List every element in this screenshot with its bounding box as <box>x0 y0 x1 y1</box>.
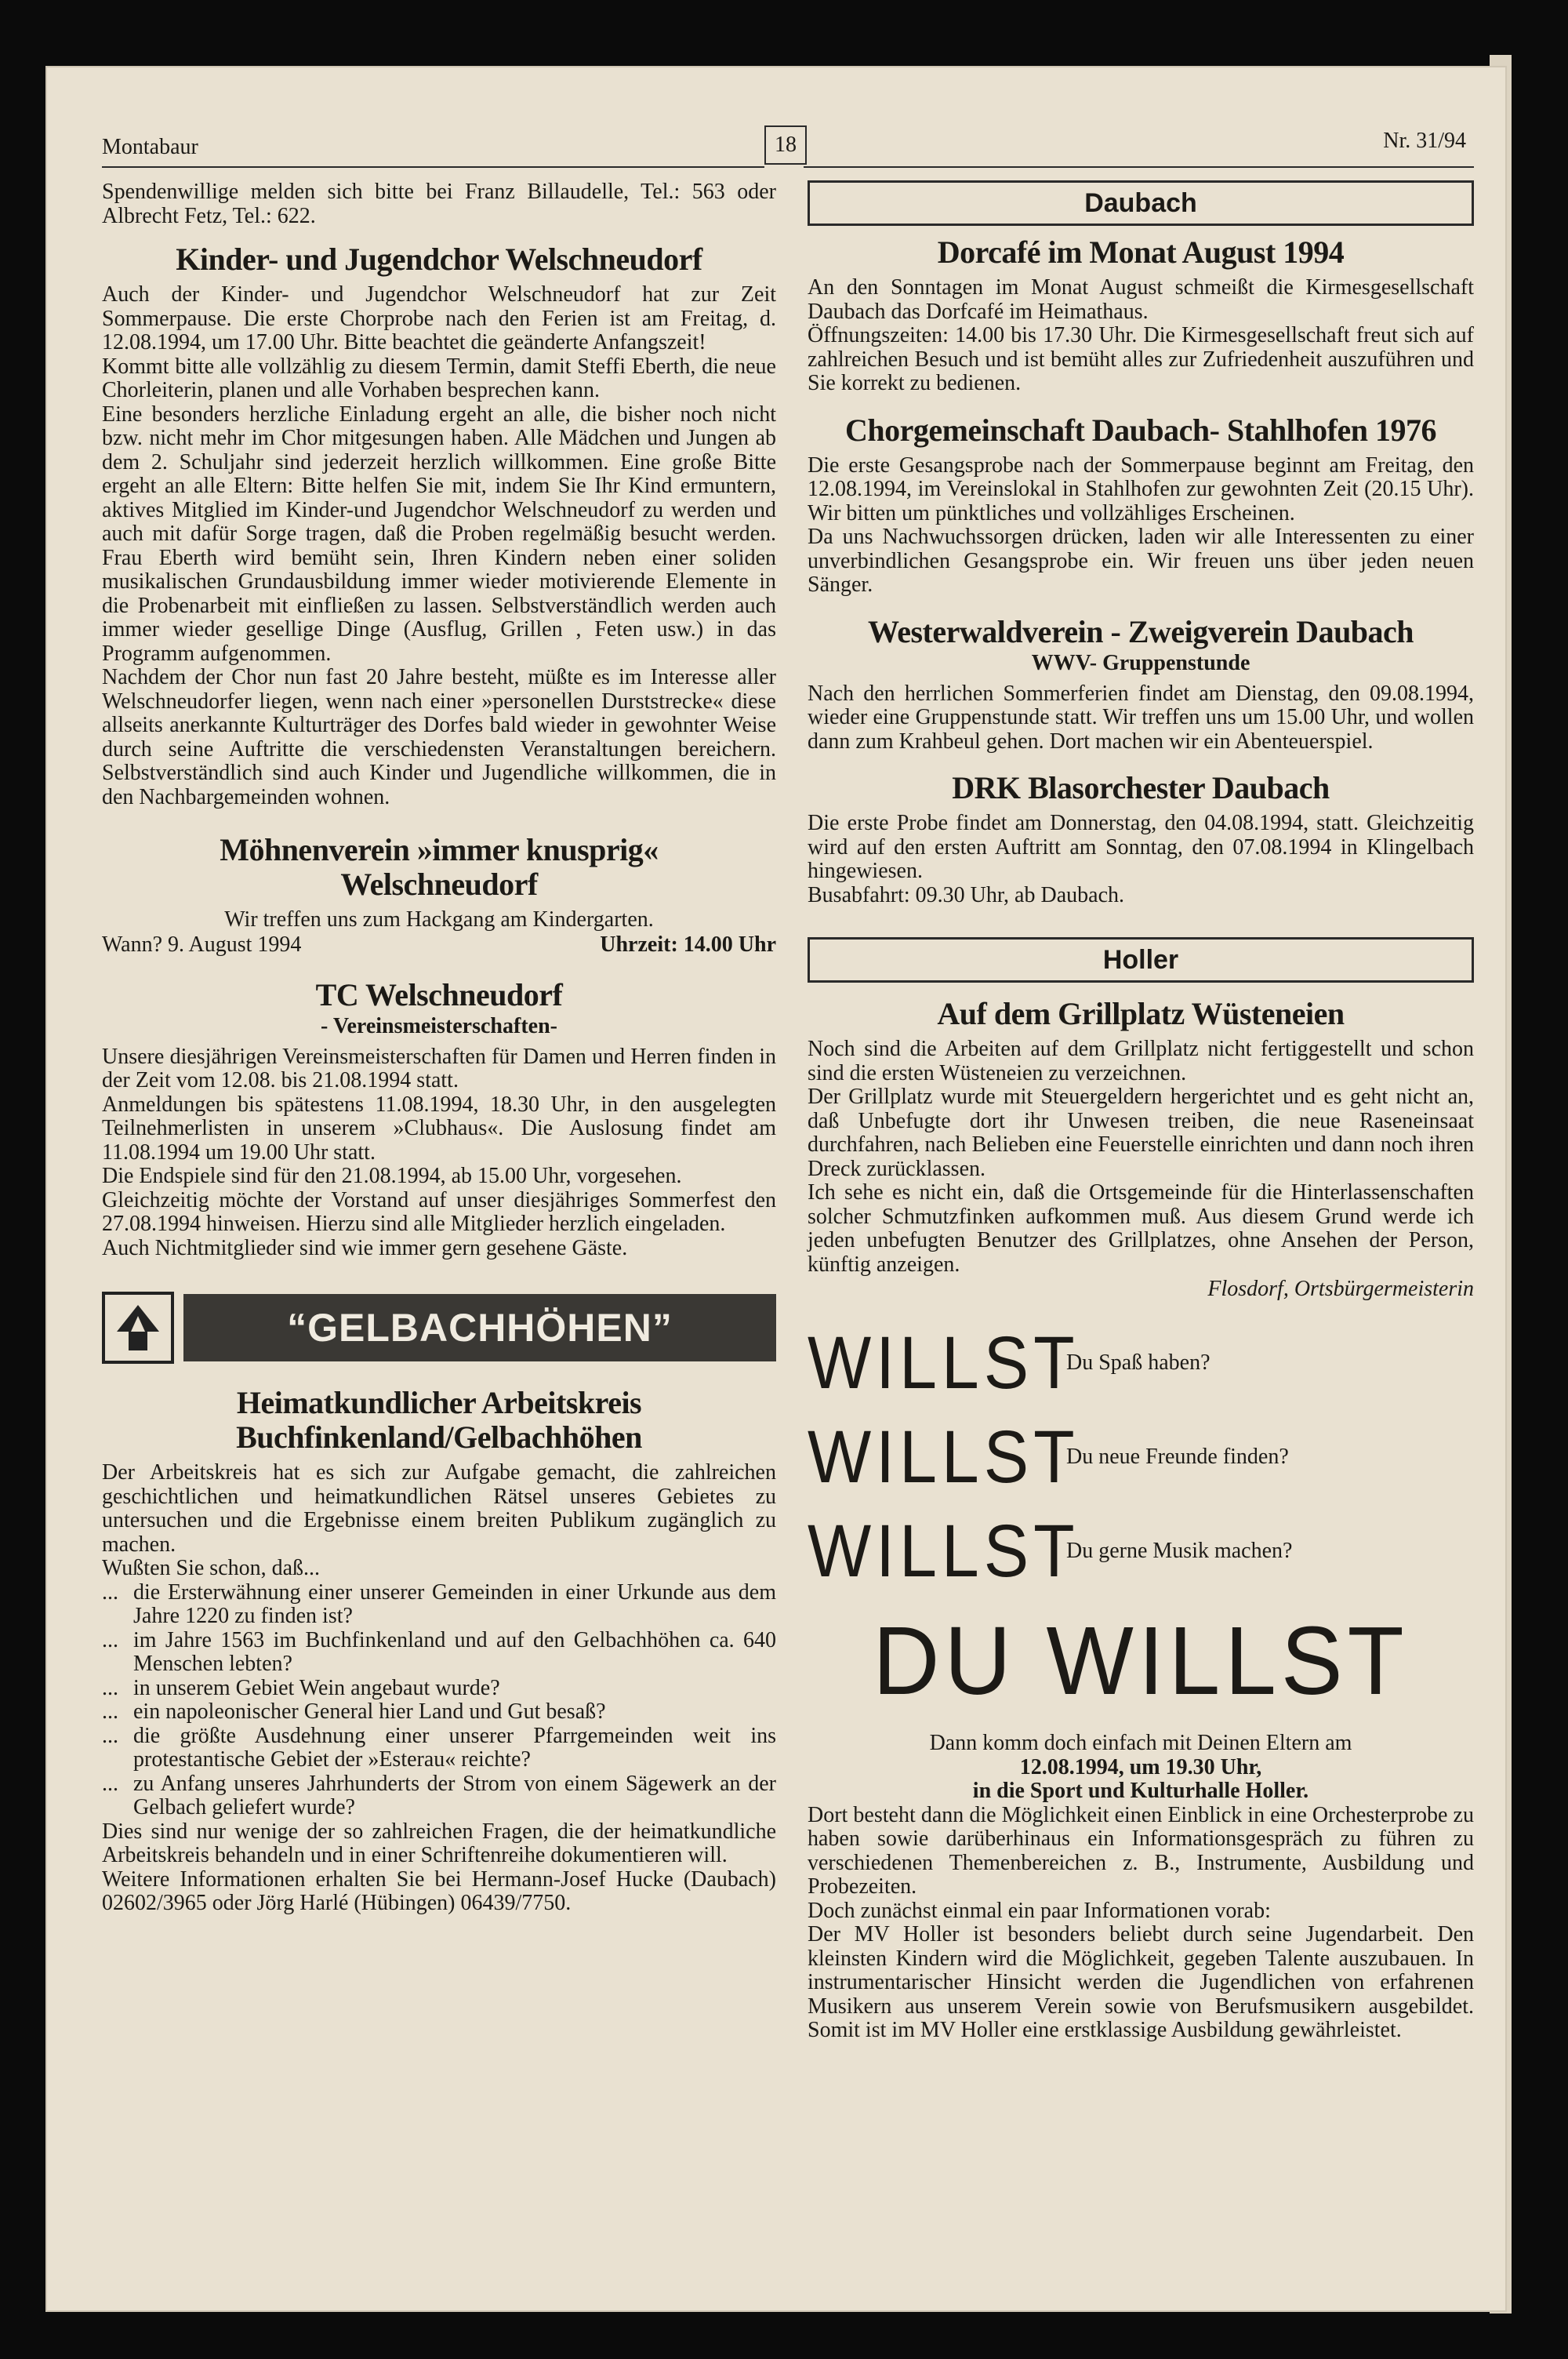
tc-p1: Unsere diesjährigen Vereinsmeisterschaften für Damen und Herren finden in der Zeit vom 12.08. bis 21.08.1994 statt. <box>102 1044 776 1092</box>
heimat-question-list <box>102 1581 776 1820</box>
article-title-moehnen-2: Welschneudorf <box>340 867 538 902</box>
gelbachhoehen-title: “GELBACHHÖHEN” <box>183 1294 776 1361</box>
list-item: ... in unserem Gebiet Wein angebaut wurde? <box>102 1677 776 1701</box>
article-title-chor: Kinder- und Jugendchor Welschneudorf <box>176 242 702 277</box>
grill-p2: Der Grillplatz wurde mit Steuergeldern hergerichtet und es geht nicht an, daß Unbefugte dort ihr Unwesen treiben, die neue Raseneinsaat durchfahren, nach Belieben eine Feuerstelle einrichten und dann noch ihren Dreck zurücklassen. <box>808 1085 1474 1181</box>
moehnen-time: Uhrzeit: 14.00 Uhr <box>600 932 776 957</box>
tc-p2: Anmeldungen bis spätestens 11.08.1994, 18.30 Uhr, in den ausgelegten Teilnehmerlisten in unserem »Clubhaus«. Die Auslosung findet am 11.08.1994 um 19.00 Uhr statt. <box>102 1092 776 1165</box>
willst-row-1 <box>808 1316 1474 1410</box>
dorfcafe-p2: Öffnungszeiten: 14.00 bis 17.30 Uhr. Die Kirmesgesellschaft freut sich auf zahlreichen Besuch und ist bemüht alles zur Zufriedenheit auszuführen und Sie korrekt zu bedienen. <box>808 323 1474 395</box>
grill-signature: Flosdorf, Ortsbürgermeisterin <box>1207 1277 1474 1301</box>
section-head-holler: Holler <box>808 937 1474 983</box>
tc-subtitle: - Vereinsmeisterschaften- <box>321 1013 557 1038</box>
willst-handwritten: WILLST <box>808 1415 1080 1499</box>
willst-p2: Doch zunächst einmal ein paar Informationen vorab: <box>808 1898 1271 1923</box>
willst-question-3: Du gerne Musik machen? <box>1066 1539 1293 1563</box>
chor-p1: Auch der Kinder- und Jugendchor Welschneudorf hat zur Zeit Sommerpause. Die erste Chorprobe nach den Ferien ist am Freitag, d. 12.08.1994, um 17.00 Uhr. Bitte beachtet die geänderte Anfangszeit! <box>102 282 776 354</box>
right-column <box>808 180 1474 2043</box>
chorgem-p2: Da uns Nachwuchssorgen drücken, laden wir alle Interessenten zu einer unverbindlichen Gesangsprobe ein. Wir freuen uns über jeden neuen Sänger. <box>808 525 1474 597</box>
header-page-number: 18 <box>764 125 807 165</box>
chorgem-p1: Die erste Gesangsprobe nach der Sommerpause beginnt am Freitag, den 12.08.1994, im Vereinslokal in Stahlhofen zur gewohnten Zeit (20.15 Uhr). Wir bitten um pünktliches und vollzähliges Erscheinen. <box>808 453 1474 525</box>
intro-text: Spendenwillige melden sich bitte bei Franz Billaudelle, Tel.: 563 oder Albrecht Fetz, Tel.: 622. <box>102 180 776 228</box>
list-item: ... im Jahre 1563 im Buchfinkenland und auf den Gelbachhöhen ca. 640 Menschen lebten? <box>102 1627 776 1676</box>
moehnen-line: Wir treffen uns zum Hackgang am Kindergarten. <box>224 907 654 932</box>
willst-line-1: Dann komm doch einfach mit Deinen Eltern am <box>929 1731 1352 1755</box>
chor-p2: Kommt bitte alle vollzählig zu diesem Termin, damit Steffi Eberth, die neue Chorleiterin, planen und alle Vorhaben besprechen kann. <box>102 354 776 402</box>
willst-question-2: Du neue Freunde finden? <box>1066 1445 1289 1469</box>
list-item: ... zu Anfang unseres Jahrhunderts der Strom von einem Sägewerk an der Gelbach geliefert wurde? <box>102 1771 776 1819</box>
drk-p1: Die erste Probe findet am Donnerstag, den 04.08.1994, statt. Gleichzeitig wird auf den ersten Auftritt am Sonntag, den 07.08.1994 in Klingelbach hingewiesen. <box>808 811 1474 883</box>
road-sign-icon <box>102 1292 174 1364</box>
list-item-text: in unserem Gebiet Wein angebaut wurde? <box>133 1675 500 1700</box>
willst-question-1: Du Spaß haben? <box>1066 1350 1210 1375</box>
wwv-p1: Nach den herrlichen Sommerferien findet am Dienstag, den 09.08.1994, wieder eine Gruppenstunde statt. Wir treffen uns um 15.00 Uhr, und wollen dann zum Krahbeul gehen. Dort machen wir ein Abenteuerspiel. <box>808 681 1474 754</box>
willst-line-2: 12.08.1994, um 19.30 Uhr, <box>1019 1754 1262 1779</box>
tc-p4: Gleichzeitig möchte der Vorstand auf unser diesjähriges Sommerfest den 27.08.1994 hinweisen. Hierzu sind alle Mitglieder herzlich eingeladen. <box>102 1187 776 1236</box>
header-rule-left <box>102 166 764 168</box>
willst-handwritten: WILLST <box>808 1321 1080 1405</box>
article-title-dorfcafe: Dorcafé im Monat August 1994 <box>937 234 1345 270</box>
du-willst-handwritten: DU WILLST <box>873 1606 1409 1716</box>
article-title-tc: TC Welschneudorf <box>315 976 563 1012</box>
list-item: ... ein napoleonischer General hier Land und Gut besaß? <box>102 1700 776 1725</box>
dorfcafe-p1: An den Sonntagen im Monat August schmeißt die Kirmesgesellschaft Daubach das Dorfcafé im Heimathaus. <box>808 275 1474 324</box>
article-title-chorgemeinschaft: Chorgemeinschaft Daubach- Stahlhofen 1976 <box>845 412 1436 448</box>
heimat-lead: Wußten Sie schon, daß... <box>102 1556 321 1580</box>
willst-row-2 <box>808 1410 1474 1504</box>
list-item-text: die Ersterwähnung einer unserer Gemeinden in einer Urkunde aus dem Jahre 1220 zu finden ist? <box>133 1579 776 1628</box>
header-rule-right <box>804 166 1474 168</box>
chor-p3: Eine besonders herzliche Einladung ergeht an alle, die bisher noch nicht bzw. nicht mehr im Chor mitgesungen haben. Alle Mädchen und Jungen ab dem 2. Schuljahr sind jederzeit herzlich willkommen. Eine große Bitte ergeht an alle Eltern: Bitte helfen Sie mit, indem Sie Ihr Kind ermuntern, aktives Mitglied im Kinder-und Jugendchor Welschneudorf zu werden und auch mit dafür Sorge tragen, daß die Proben regelmäßig besucht werden. Frau Eberth wird bemüht sein, Ihren Kindern neben einer soliden musikalischen Grundausbildung immer wieder motivierende Elemente in die Probenarbeit mit einfließen zu lassen. Selbstverständlich werden auch immer wieder gesellige Dinge (Ausflug, Grillen , Feten usw.) in das Programm aufgenommen. <box>102 402 776 666</box>
section-head-daubach: Daubach <box>808 180 1474 226</box>
article-title-grillplatz: Auf dem Grillplatz Wüsteneien <box>937 996 1345 1031</box>
list-item: ... die größte Ausdehnung einer unserer Pfarrgemeinden weit ins protestantische Gebiet der »Esterau« reichte? <box>102 1723 776 1772</box>
chor-p4: Nachdem der Chor nun fast 20 Jahre besteht, müßte es im Interesse aller Welschneudorfer liegen, wenn nach einer »personellen Durststrecke« diese allseits anerkannte Kulturträger des Dorfes bald wieder in gewohnter Weise durch seine Auftritte die verschiedensten Veranstaltungen bereichern. Selbstverständlich sind auch Kinder und Jugendliche willkommen, die in den Nachbargemeinden wohnen. <box>102 665 776 809</box>
moehnen-when-row <box>102 932 776 958</box>
moehnen-when: Wann? 9. August 1994 <box>102 932 302 957</box>
willst-line-3: in die Sport und Kulturhalle Holler. <box>972 1779 1309 1803</box>
willst-handwritten: WILLST <box>808 1509 1080 1593</box>
wwv-subtitle: WWV- Gruppenstunde <box>1031 650 1250 675</box>
list-item: ... die Ersterwähnung einer unserer Gemeinden in einer Urkunde aus dem Jahre 1220 zu finden ist? <box>102 1579 776 1628</box>
grill-p3: Ich sehe es nicht ein, daß die Ortsgemeinde für die Hinterlassenschaften solcher Schmutzfinken aufkommen muß. Aus diesem Grund werde ich jeden unbefugten Benutzer des Grillplatzes, ohne Ansehen der Person, künftig anzeigen. <box>808 1180 1474 1277</box>
left-column <box>102 180 776 1916</box>
willst-ad <box>808 1316 1474 2043</box>
heimat-p1: Der Arbeitskreis hat es sich zur Aufgabe gemacht, die zahlreichen geschichtlichen und heimatkundlichen Rätsel unseres Gebietes zu untersuchen und die Ergebnisse einem breiten Publikum zugänglich zu machen. <box>102 1460 776 1557</box>
article-title-moehnen-1: Möhnenverein »immer knusprig« <box>220 832 659 867</box>
willst-p1: Dort besteht dann die Möglichkeit einen Einblick in eine Orchesterprobe zu haben sowie darüberhinaus ein Informationsgespräch zu führen zu verschiedenen Themenbereichen z. B., Instrumente, Ausbildung und Probezeiten. <box>808 1802 1474 1899</box>
list-item-text: zu Anfang unseres Jahrhunderts der Strom von einem Sägewerk an der Gelbach geliefert wurde? <box>133 1771 776 1819</box>
list-item-text: ein napoleonischer General hier Land und Gut besaß? <box>133 1699 606 1724</box>
drk-p2: Busabfahrt: 09.30 Uhr, ab Daubach. <box>808 882 1124 907</box>
heimat-p3: Weitere Informationen erhalten Sie bei Hermann-Josef Hucke (Daubach) 02602/3965 oder Jörg Harlé (Hübingen) 06439/7750. <box>102 1866 776 1915</box>
willst-row-3 <box>808 1504 1474 1598</box>
article-title-drk: DRK Blasorchester Daubach <box>952 770 1330 805</box>
willst-p3: Der MV Holler ist besonders beliebt durch seine Jugendarbeit. Den kleinsten Kindern wird die Möglichkeit, gegeben Talente auszubauen. In instrumentarischer Hinsicht werden die Jugendlichen von erfahrenen Musikern aus unserem Verein sowie von Berufsmusikern ausgebildet. Somit ist im MV Holler eine erstklassige Ausbildung gewährleistet. <box>808 1922 1474 2042</box>
header-town: Montabaur <box>102 135 198 159</box>
article-title-heimat-2: Buchfinkenland/Gelbachhöhen <box>236 1419 642 1455</box>
tc-p3: Die Endspiele sind für den 21.08.1994, ab 15.00 Uhr, vorgesehen. <box>102 1164 682 1188</box>
heimat-p2: Dies sind nur wenige der so zahlreichen Fragen, die der heimatkundliche Arbeitskreis behandeln und in einer Schriftenreihe dokumentieren will. <box>102 1819 776 1867</box>
article-title-wwv: Westerwaldverein - Zweigverein Daubach <box>867 613 1414 649</box>
article-title-heimat-1: Heimatkundlicher Arbeitskreis <box>236 1385 642 1420</box>
list-item-text: im Jahre 1563 im Buchfinkenland und auf den Gelbachhöhen ca. 640 Menschen lebten? <box>133 1627 776 1676</box>
gelbachhoehen-banner <box>102 1292 776 1364</box>
header-issue: Nr. 31/94 <box>1383 129 1466 153</box>
grill-p1: Noch sind die Arbeiten auf dem Grillplatz nicht fertiggestellt und schon sind die ersten Wüsteneien zu verzeichnen. <box>808 1037 1474 1085</box>
tc-p5: Auch Nichtmitglieder sind wie immer gern gesehene Gäste. <box>102 1235 628 1260</box>
list-item-text: die größte Ausdehnung einer unserer Pfarrgemeinden weit ins protestantische Gebiet der »Esterau« reichte? <box>133 1723 776 1772</box>
